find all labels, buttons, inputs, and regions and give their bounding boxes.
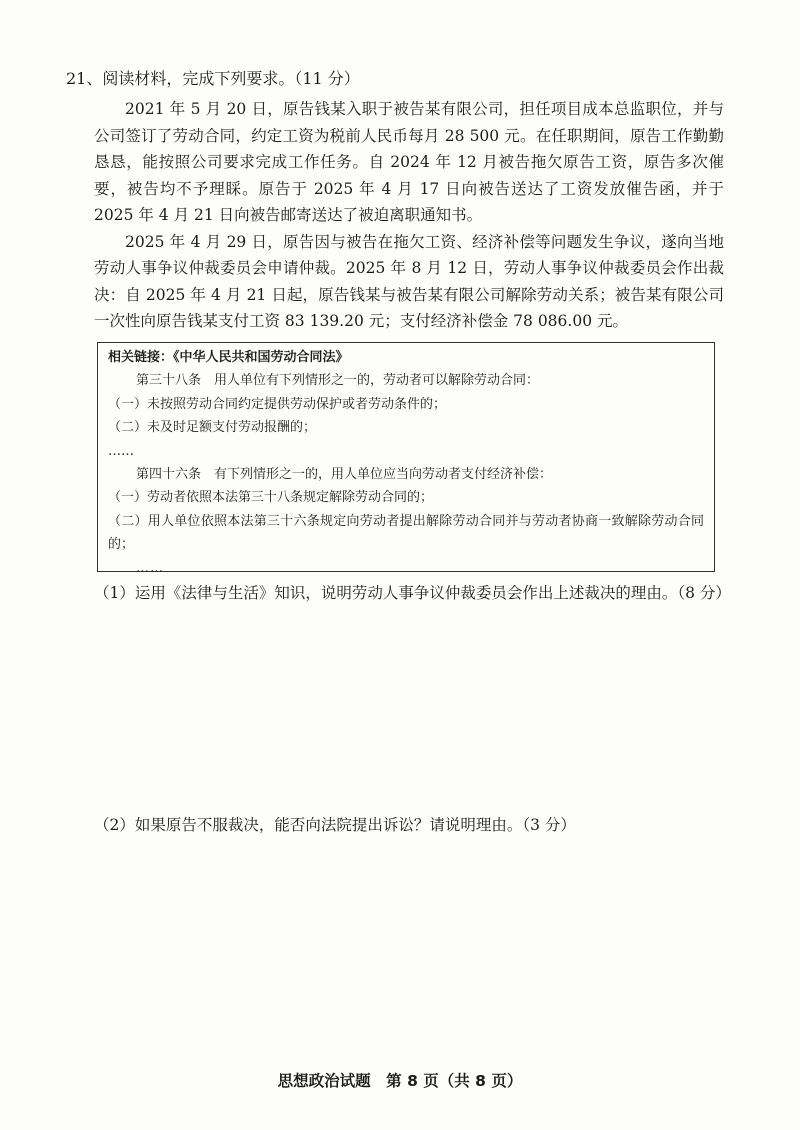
article-46-item-2: （二）用人单位依照本法第三十六条规定向劳动者提出解除劳动合同并与劳动者协商一致解除劳动合同的； [108,513,704,553]
sub-question-2: （2）如果原告不服裁决，能否向法院提出诉讼？请说明理由。（3 分） [94,816,576,834]
article-46-item-1: （一）劳动者依照本法第三十八条规定解除劳动合同的； [108,490,434,506]
article-38-item-2: （二）未及时足额支付劳动报酬的； [108,420,317,436]
article-46-intro: 第四十六条 有下列情形之一的，用人单位应当向劳动者支付经济补偿： [136,467,553,483]
article-38-ellipsis: …… [108,443,134,459]
material-paragraph-2: 2025 年 4 月 29 日，原告因与被告在拖欠工资、经济补偿等问题发生争议，遂向当地劳动人事争议仲裁委员会申请仲裁。2025 年 8 月 12 日，劳动人事争议仲裁委员会作出裁决：自 2025 年 4 月 21 日起，原告钱某与被告某有限公司解除劳动关系；被告某有限公司一次性向原告钱某支付工资 83 139.20 元；支付经济补偿金 78 086.00 元。 [94,232,724,330]
law-box-title: 相关链接：《中华人民共和国劳动合同法》 [108,350,349,365]
sub-question-1: （1）运用《法律与生活》知识，说明劳动人事争议仲裁委员会作出上述裁决的理由。（8 分） [94,584,731,602]
related-law-box [97,342,715,576]
article-38-intro: 第三十八条 用人单位有下列情形之一的，劳动者可以解除劳动合同： [136,373,540,389]
question-header: 21、阅读材料，完成下列要求。（11 分） [66,69,360,88]
article-46-ellipsis: …… [136,560,164,576]
reading-material [94,96,724,335]
page-footer: 思想政治试题 第 8 页（共 8 页） [277,1072,523,1090]
article-38-item-1: （一）未按照劳动合同约定提供劳动保护或者劳动条件的； [108,396,447,412]
material-paragraph-1: 2021 年 5 月 20 日，原告钱某入职于被告某有限公司，担任项目成本总监职位，并与公司签订了劳动合同，约定工资为税前人民币每月 28 500 元。在任职期间，原告工作勤勤恳恳，能按照公司要求完成工作任务。自 2024 年 12 月被告拖欠原告工资，原告多次催要，被告均不予理睬。原告于 2025 年 4 月 17 日向被告送达了工资发放催告函，并于 2025 年 4 月 21 日向被告邮寄送达了被迫离职通知书。 [94,100,724,224]
